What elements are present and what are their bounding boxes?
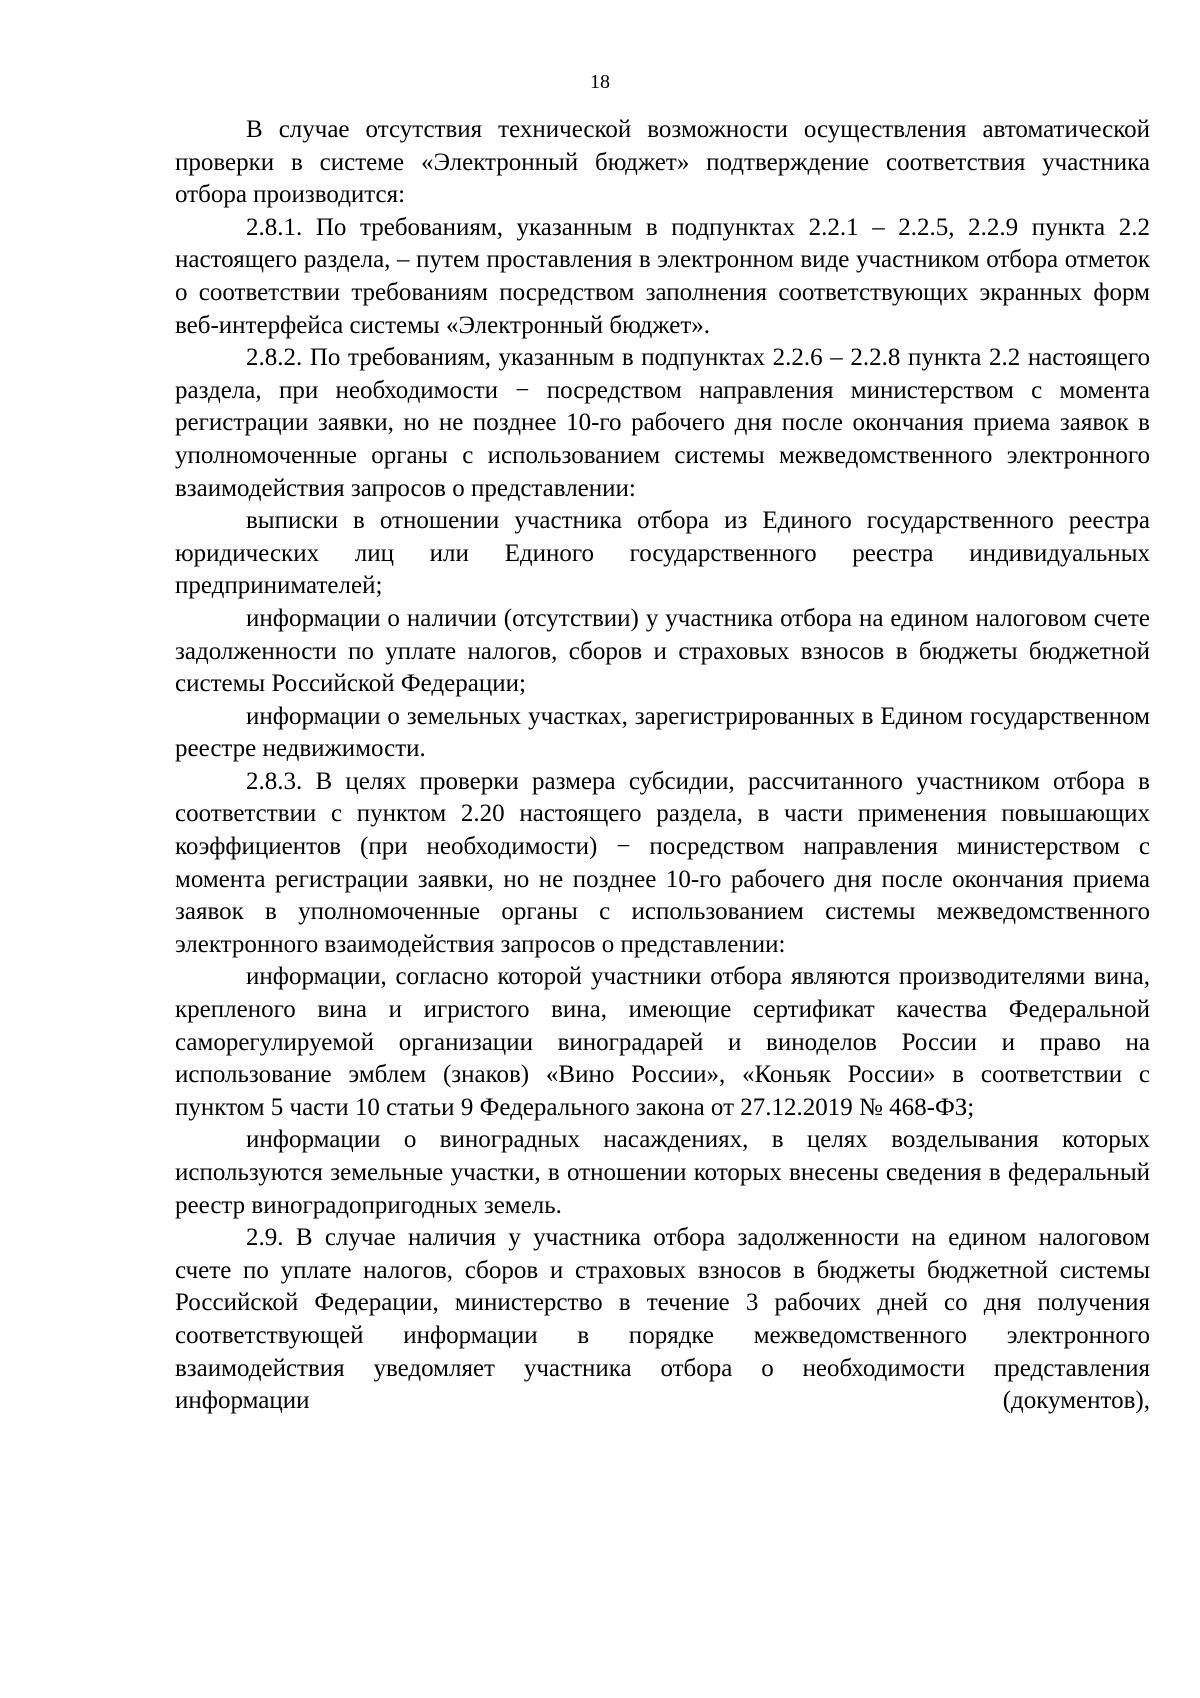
paragraph-2-8-2: 2.8.2. По требованиям, указанным в подпунктах 2.2.6 – 2.2.8 пункта 2.2 настоящего раздела, при необходимости − посредством направления министерством с момента регистрации заявки, но не позднее 10-го рабочего дня после окончания приема заявок в уполномоченные органы с использованием системы межведомственного электронного взаимодействия запросов о представлении:: [175, 344, 1150, 502]
paragraph-wine-producers-info: информации, согласно которой участники отбора являются производителями вина, крепленого вина и игристого вина, имеющие сертификат качества Федеральной саморегулируемой организации виноградарей и виноделов России и право на использование эмблем (знаков) «Вино России», «Коньяк России» в соответствии с пунктом 5 части 10 статьи 9 Федерального закона от 27.12.2019 № 468-ФЗ;: [175, 963, 1150, 1121]
paragraph-2-8-1: 2.8.1. По требованиям, указанным в подпунктах 2.2.1 – 2.2.5, 2.2.9 пункта 2.2 настоящего раздела, – путем проставления в электронном виде участником отбора отметок о соответствии требованиям посредством заполнения соответствующих экранных форм веб-интерфейса системы «Электронный бюджет».: [175, 213, 1150, 339]
paragraph-2-9: 2.9. В случае наличия у участника отбора задолженности на едином налоговом счете по уплате налогов, сборов и страховых взносов в бюджеты бюджетной системы Российской Федерации, министерство в течение 3 рабочих дней со дня получения соответствующей информации в порядке межведомственного электронного взаимодействия уведомляет участника отбора о необходимости представления информации (документов),: [175, 1224, 1150, 1415]
paragraph-tech-impossibility: В случае отсутствия технической возможности осуществления автоматической проверки в системе «Электронный бюджет» подтверждение соответствия участника отбора производится:: [175, 116, 1150, 209]
paragraph-vineyards-info: информации о виноградных насаждениях, в целях возделывания которых используются земельные участки, в отношении которых внесены сведения в федеральный реестр виноградопригодных земель.: [175, 1126, 1150, 1219]
paragraph-2-8-3: 2.8.3. В целях проверки размера субсидии, рассчитанного участником отбора в соответствии с пунктом 2.20 настоящего раздела, в части применения повышающих коэффициентов (при необходимости) − посредством направления министерством с момента регистрации заявки, но не позднее 10-го рабочего дня после окончания приема заявок в уполномоченные органы с использованием системы межведомственного электронного взаимодействия запросов о представлении:: [175, 767, 1150, 958]
page-number: 18: [590, 71, 610, 93]
paragraph-tax-debt-info: информации о наличии (отсутствии) у участника отбора на едином налоговом счете задолженности по уплате налогов, сборов и страховых взносов в бюджеты бюджетной системы Российской Федерации;: [175, 604, 1150, 698]
document-body: [175, 114, 1150, 1418]
paragraph-egrul-extract: выписки в отношении участника отбора из Единого государственного реестра юридических лиц или Единого государственного реестра индивидуальных предпринимателей;: [175, 507, 1150, 600]
paragraph-land-plots-info: информации о земельных участках, зарегистрированных в Едином государственном реестре недвижимости.: [175, 702, 1150, 763]
